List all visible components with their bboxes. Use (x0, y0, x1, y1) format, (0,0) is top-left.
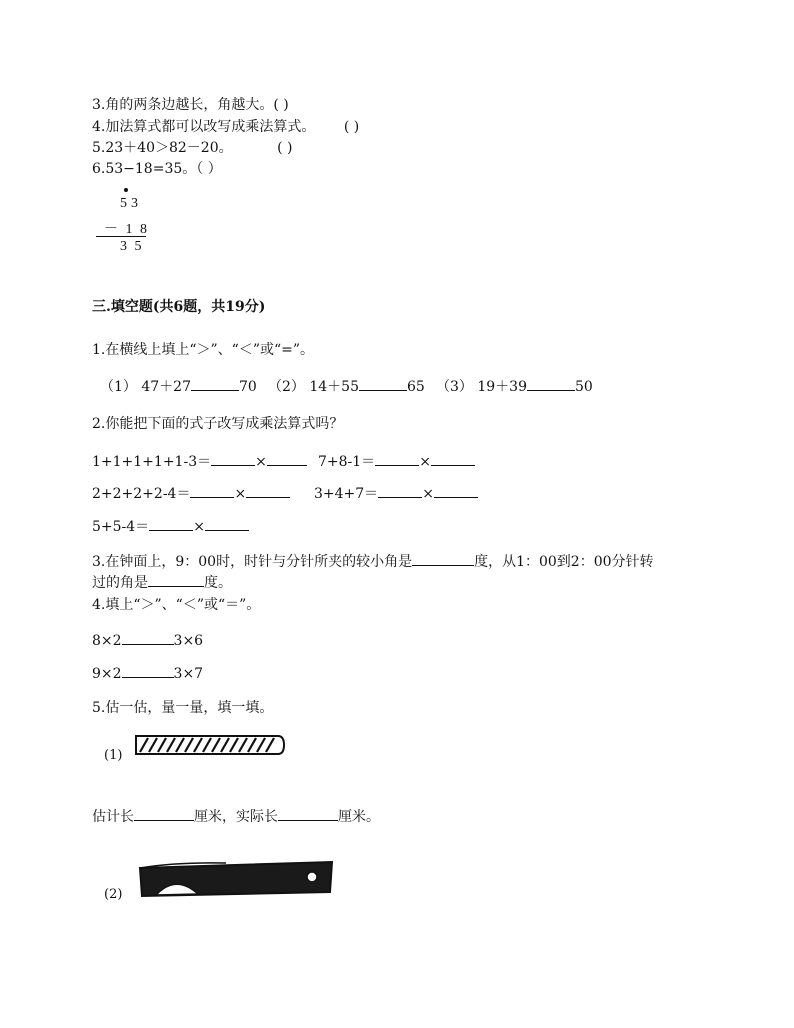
answer-blank[interactable] (122, 630, 174, 645)
expr-label: 3×6 (173, 633, 204, 649)
times-sign: × (193, 519, 205, 535)
expr-label: 50 (575, 379, 593, 395)
estimate-text: 估计长 (92, 809, 134, 825)
fill-q1-c (436, 376, 593, 396)
calc-top: 53 (120, 196, 142, 211)
expr-label: 2+2+2+2-4＝ (92, 486, 191, 502)
fill-q2-row3 (92, 516, 249, 536)
answer-paren: ( ) (277, 140, 293, 156)
answer-blank[interactable] (434, 483, 478, 498)
expr-label: （3） 19＋39 (436, 379, 527, 395)
fill-q2-row2a (92, 483, 290, 503)
expr-label: 65 (407, 379, 425, 395)
figure-2-label: (2) (104, 887, 123, 902)
question-3: 3.角的两条边越长，角越大。( ) (92, 97, 289, 113)
calc-result: 3 5 (120, 239, 144, 254)
answer-blank[interactable] (267, 451, 307, 466)
answer-blank[interactable] (375, 451, 419, 466)
fill-q2-text: 2.你能把下面的式子改写成乘法算式吗？ (92, 416, 344, 432)
question-4-text: 4.加法算式都可以改写成乘法算式。 (92, 119, 316, 135)
expr-label: 9×2 (92, 666, 122, 682)
fill-q2-row1b (318, 451, 475, 471)
times-sign: × (255, 454, 267, 470)
times-sign: × (234, 486, 247, 502)
answer-blank[interactable] (278, 806, 338, 821)
answer-blank[interactable] (149, 516, 193, 531)
answer-paren: ( ) (343, 119, 360, 135)
times-sign: × (422, 486, 434, 502)
fill-q3-line2 (92, 572, 232, 592)
answer-blank[interactable] (412, 551, 474, 566)
question-4 (92, 116, 359, 136)
question-5 (92, 137, 292, 157)
expr-label: 5+5-4＝ (92, 519, 150, 535)
fill-q1-a (100, 376, 257, 396)
answer-blank[interactable] (191, 376, 239, 391)
calc-divider (96, 236, 146, 237)
expr-label: 3+4+7＝ (314, 486, 379, 502)
fill-q5-text: 5.估一估，量一量，填一填。 (92, 700, 274, 716)
answer-blank[interactable] (359, 376, 407, 391)
expr-label: 8×2 (92, 633, 122, 649)
estimate-text: 厘米，实际长 (194, 809, 278, 825)
answer-blank[interactable] (527, 376, 575, 391)
fill-q4-row2 (92, 663, 203, 682)
answer-blank[interactable] (431, 451, 475, 466)
expr-label: （2） 14＋55 (268, 379, 359, 395)
figure-1-label: (1) (104, 748, 123, 763)
section-heading: 三.填空题(共6题，共19分) (92, 299, 266, 315)
fill-q1-b (268, 376, 425, 396)
q3-text: 过的角是 (92, 575, 148, 591)
estimate-text: 厘米。 (338, 809, 380, 825)
expr-label: 7+8-1＝ (318, 454, 376, 470)
answer-blank[interactable] (205, 516, 249, 531)
fill-q4-text: 4.填上“＞”、“＜”或“＝”。 (92, 597, 261, 613)
answer-blank[interactable] (246, 483, 290, 498)
calc-operand: － 1 8 (104, 222, 149, 237)
fill-q2-row2b (314, 483, 478, 503)
expr-label: 1+1+1+1+1-3＝ (92, 454, 212, 470)
fill-q2-row1a (92, 451, 307, 471)
fill-q3-line1 (92, 551, 654, 571)
carry-dot (124, 188, 128, 192)
expr-label: 70 (239, 379, 257, 395)
q3-text: 3.在钟面上，9：00时，时针与分针所夹的较小角是 (92, 554, 413, 570)
expr-label: 3×7 (173, 666, 204, 682)
q3-text: 度。 (204, 575, 232, 591)
answer-blank[interactable] (122, 663, 174, 678)
question-6: 6.53−18=35。（ ） (92, 161, 222, 177)
expr-label: （1） 47＋27 (100, 379, 191, 395)
answer-blank[interactable] (378, 483, 422, 498)
fill-q4-row1 (92, 630, 203, 649)
answer-blank[interactable] (211, 451, 255, 466)
q3-text: 度，从1：00到2：00分针转 (474, 554, 654, 570)
times-sign: × (419, 454, 431, 470)
answer-blank[interactable] (148, 572, 204, 587)
question-5-text: 5.23＋40＞82－20。 (92, 140, 233, 156)
answer-blank[interactable] (190, 483, 234, 498)
estimate-line (92, 806, 380, 826)
fill-q1-text: 1.在横线上填上“＞”、“＜”或“=”。 (92, 342, 315, 358)
answer-blank[interactable] (134, 806, 194, 821)
pencil-figure-1 (132, 732, 288, 758)
ruler-figure-2 (136, 856, 336, 902)
